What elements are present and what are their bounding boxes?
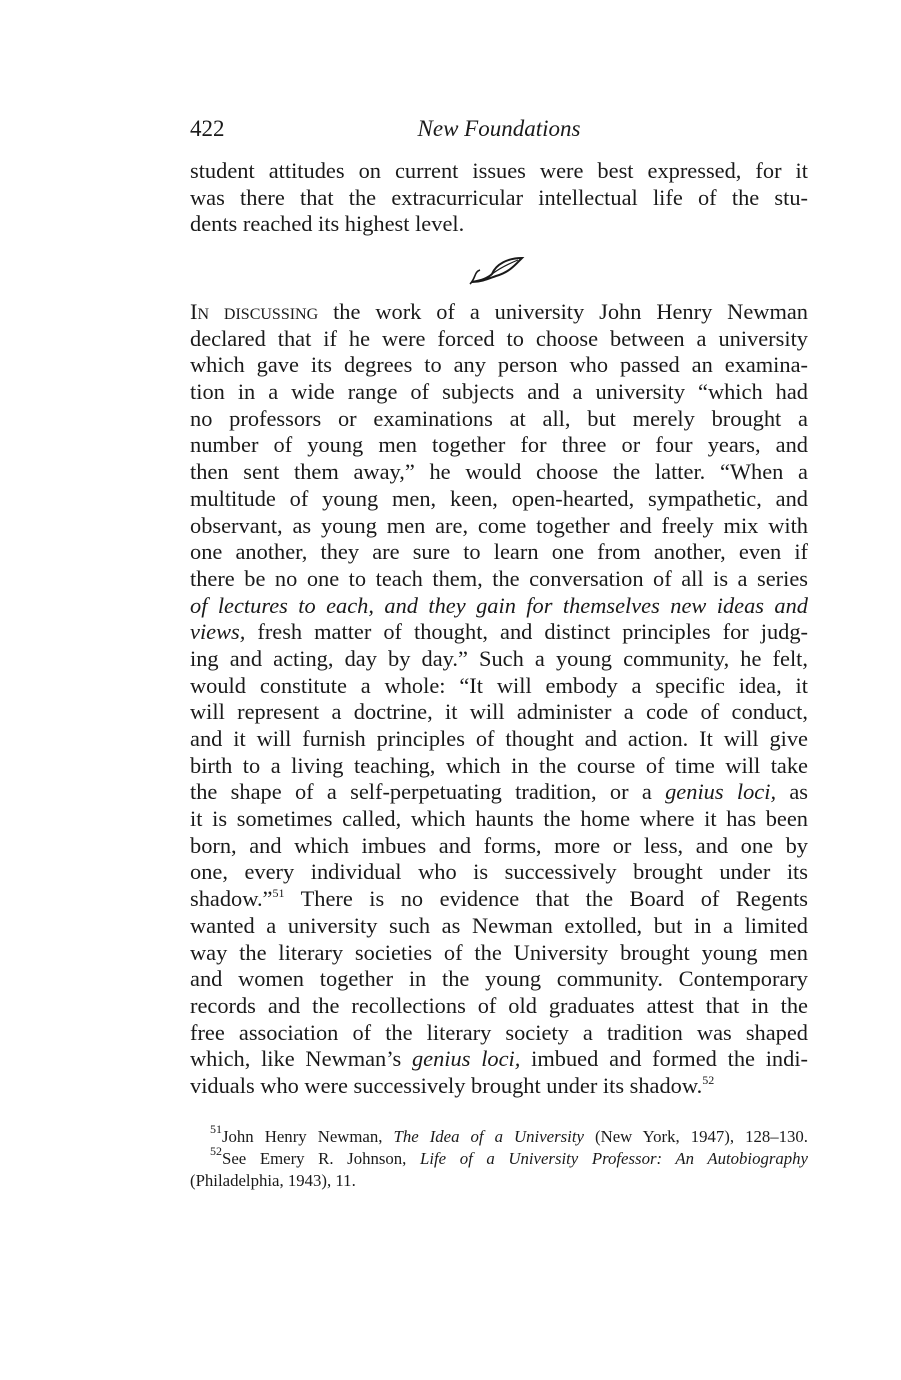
text-line: records and the recollections of old graduates attest that in the — [190, 992, 808, 1018]
text-line: free association of the literary society a tradition was shaped — [190, 1019, 808, 1045]
text-line: declared that if he were forced to choose between a university — [190, 325, 808, 351]
text-line: number of young men together for three or four years, and — [190, 432, 808, 458]
text-line: shadow.”$^{51}$ There is no evidence that the Board of Regents — [190, 886, 808, 912]
text-line: dents reached its highest level. — [190, 211, 465, 237]
text-line: wanted a university such as Newman extolled, but in a limited — [190, 912, 808, 938]
text-line: there be no one to teach them, the conversation of all is a series — [190, 565, 808, 591]
text-line: then sent them away,” he would choose the latter. “When a — [190, 459, 808, 485]
text-line: one, every individual who is successively brought under its — [190, 859, 808, 885]
footnote-ref: 51 — [272, 886, 285, 901]
text-line: tion in a wide range of subjects and a university “which had — [190, 379, 808, 405]
text-line: birth to a living teaching, which in the course of time will take — [190, 752, 808, 778]
text-line: one another, they are sure to learn one from another, even if — [190, 539, 808, 565]
text-line: no professors or examinations at all, but merely brought a — [190, 405, 808, 431]
text-line: was there that the extracurricular intellectual life of the stu- — [190, 184, 808, 210]
opening-small-caps: In discussing — [190, 299, 319, 324]
text-line: multitude of young men, keen, open-hearted, sympathetic, and — [190, 485, 808, 511]
paragraph-newman — [190, 299, 808, 1100]
text-line: which, like Newman’s genius loci, imbued and formed the indi- — [190, 1046, 809, 1072]
text-line-italic: of lectures to each, and they gain for themselves new ideas and — [190, 592, 808, 618]
text-line: student attitudes on current issues were best expressed, for it — [190, 158, 808, 183]
footnote-51: $^{51}$John Henry Newman, The Idea of a University (New York, 1947), 128–130. — [210, 1122, 808, 1146]
footnote-52: $^{52}$See Emery R. Johnson, Life of a University Professor: An Autobiography — [210, 1144, 808, 1168]
footnotes — [190, 1122, 808, 1192]
paragraph-continuation — [190, 158, 808, 238]
text-line: will represent a doctrine, it will administer a code of conduct, — [190, 699, 808, 725]
footnote-52-cont: (Philadelphia, 1943), 11. — [190, 1171, 356, 1190]
text-line: way the literary societies of the University brought young men — [190, 939, 808, 965]
page-number: 422 — [190, 116, 225, 141]
text-line: it is sometimes called, which haunts the home where it has been — [190, 806, 808, 832]
running-title: New Foundations — [417, 116, 581, 141]
text-line: views, fresh matter of thought, and distinct principles for judg- — [190, 619, 808, 645]
page-header — [190, 114, 808, 148]
text-line: and women together in the young community. Contemporary — [190, 966, 808, 992]
footnote-ref: 52 — [702, 1072, 715, 1087]
text-line: observant, as young men are, come together and freely mix with — [190, 512, 808, 538]
text-line: born, and which imbues and forms, more or less, and one by — [190, 832, 808, 858]
text-line: and it will furnish principles of thought and action. It will give — [190, 726, 808, 751]
text-line: viduals who were successively brought under its shadow.$^{52}$ — [190, 1072, 715, 1098]
text-line: which gave its degrees to any person who passed an examina- — [190, 352, 808, 378]
leaf-ornament-icon — [466, 254, 526, 288]
text-line: the shape of a self-perpetuating tradition, or a genius loci, as — [190, 779, 809, 805]
text-line: In discussing the work of a university John Henry Newman — [190, 299, 809, 324]
text-line: ing and acting, day by day.” Such a young community, he felt, — [190, 645, 808, 671]
text-line: would constitute a whole: “It will embody a specific idea, it — [190, 672, 808, 698]
